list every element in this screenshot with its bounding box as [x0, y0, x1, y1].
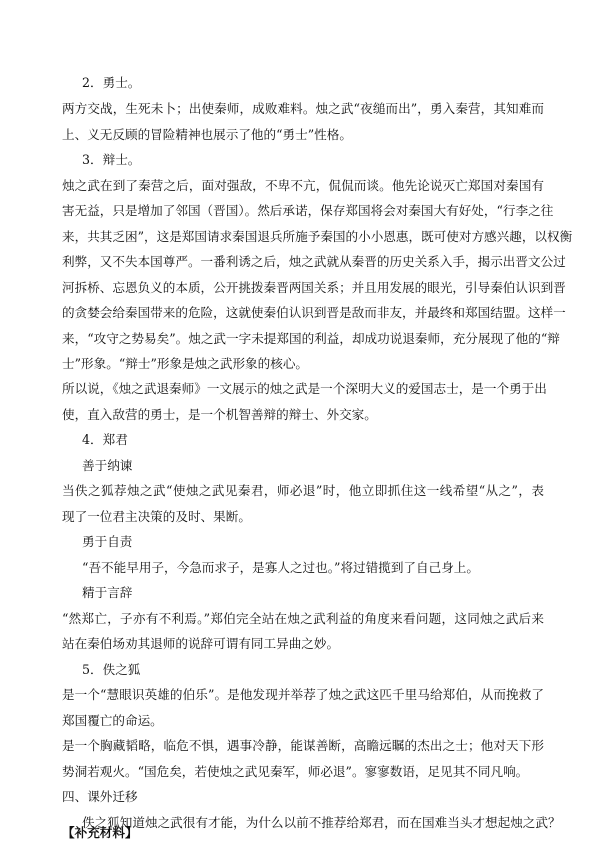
paragraph-line: 是一个胸藏韬略，临危不惧，遇事冷静，能谋善断，高瞻远瞩的杰出之士；他对天下形 [62, 738, 544, 753]
paragraph-line: 郑国覆亡的命运。 [62, 713, 163, 728]
heading-yi-zhihu: 5．佚之狐 [82, 662, 141, 677]
paragraph-line: 烛之武在到了秦营之后，面对强敌，不卑不亢，侃侃而谈。他先论说灭亡郑国对秦国有 [62, 178, 544, 193]
paragraph-line: 上、义无反顾的冒险精神也展示了他的“勇士”性格。 [62, 127, 352, 142]
paragraph-line: 现了一位君主决策的及时、果断。 [62, 509, 251, 524]
heading-debater: 3．辩士。 [82, 152, 141, 167]
heading-brave-warrior: 2．勇士。 [82, 75, 141, 90]
subheading: 勇于自责 [82, 534, 133, 549]
heading-zheng-lord: 4．郑君 [82, 432, 128, 447]
paragraph-line: 害无益，只是增加了邻国（晋国）。然后承诺，保存郑国将会对秦国大有好处，“行李之往 [62, 203, 554, 218]
subheading: 精于言辞 [82, 585, 133, 600]
paragraph-line: 士”形象。“辩士”形象是烛之武形象的核心。 [62, 356, 309, 371]
paragraph-line: 来，共其乏困”，这是郑国请求秦国退兵所施予秦国的小小恩惠，既可使对方感兴趣，以权衡 [62, 229, 573, 244]
supplement-label: 【补充材料】 [62, 825, 138, 840]
subheading: 善于纳谏 [82, 458, 133, 473]
paragraph-line: 当佚之狐荐烛之武“使烛之武见秦君，师必退”时，他立即抓住这一线希望“从之”，表 [62, 483, 544, 498]
section-heading: 四、课外迁移 [62, 789, 138, 804]
paragraph-line: 势洞若观火。“国危矣，若使烛之武见秦军，师必退”。寥寥数语，足见其不同凡响。 [62, 764, 529, 779]
paragraph-line: 使，直入敌营的勇士，是一个机智善辩的辩士、外交家。 [62, 407, 377, 422]
paragraph-line: “吾不能早用子，今急而求子，是寡人之过也。”将过错揽到了自己身上。 [82, 560, 479, 575]
paragraph-line: 所以说，《烛之武退秦师》一文展示的烛之武是一个深明大义的爱国志士，是一个勇于出 [62, 381, 547, 396]
paragraph-line: 利弊，又不失本国尊严。一番利诱之后，烛之武就从秦晋的历史关系入手，揭示出晋文公过 [62, 254, 566, 269]
paragraph-line: 来，“攻守之势易矣”。烛之武一字未提郑国的利益，却成功说退秦师，充分展现了他的“辩 [62, 331, 560, 346]
paragraph-line: 站在秦伯场劝其退师的说辞可谓有同工异曲之妙。 [62, 636, 340, 651]
paragraph-line: “然郑亡，子亦有不利焉。”郑伯完全站在烛之武利益的角度来看问题，这同烛之武后来 [62, 611, 544, 626]
paragraph-line: 河拆桥、忘恩负义的本质，公开挑拨秦晋两国关系；并且用发展的眼光，引导秦伯认识到晋 [62, 280, 566, 295]
paragraph-line: 两方交战，生死未卜；出使秦师，成败难料。烛之武“夜缒而出”，勇入秦营，其知难而 [62, 101, 544, 116]
question-line: 佚之狐知道烛之武很有才能，为什么以前不推荐给郑君，而在国难当头才想起烛之武？ [82, 815, 561, 830]
paragraph-line: 的贪婪会给秦国带来的危险，这就使秦伯认识到晋是敌而非友，并最终和郑国结盟。这样一 [62, 305, 566, 320]
paragraph-line: 是一个“慧眼识英雄的伯乐”。是他发现并举荐了烛之武这匹千里马给郑伯，从而挽救了 [62, 687, 544, 702]
